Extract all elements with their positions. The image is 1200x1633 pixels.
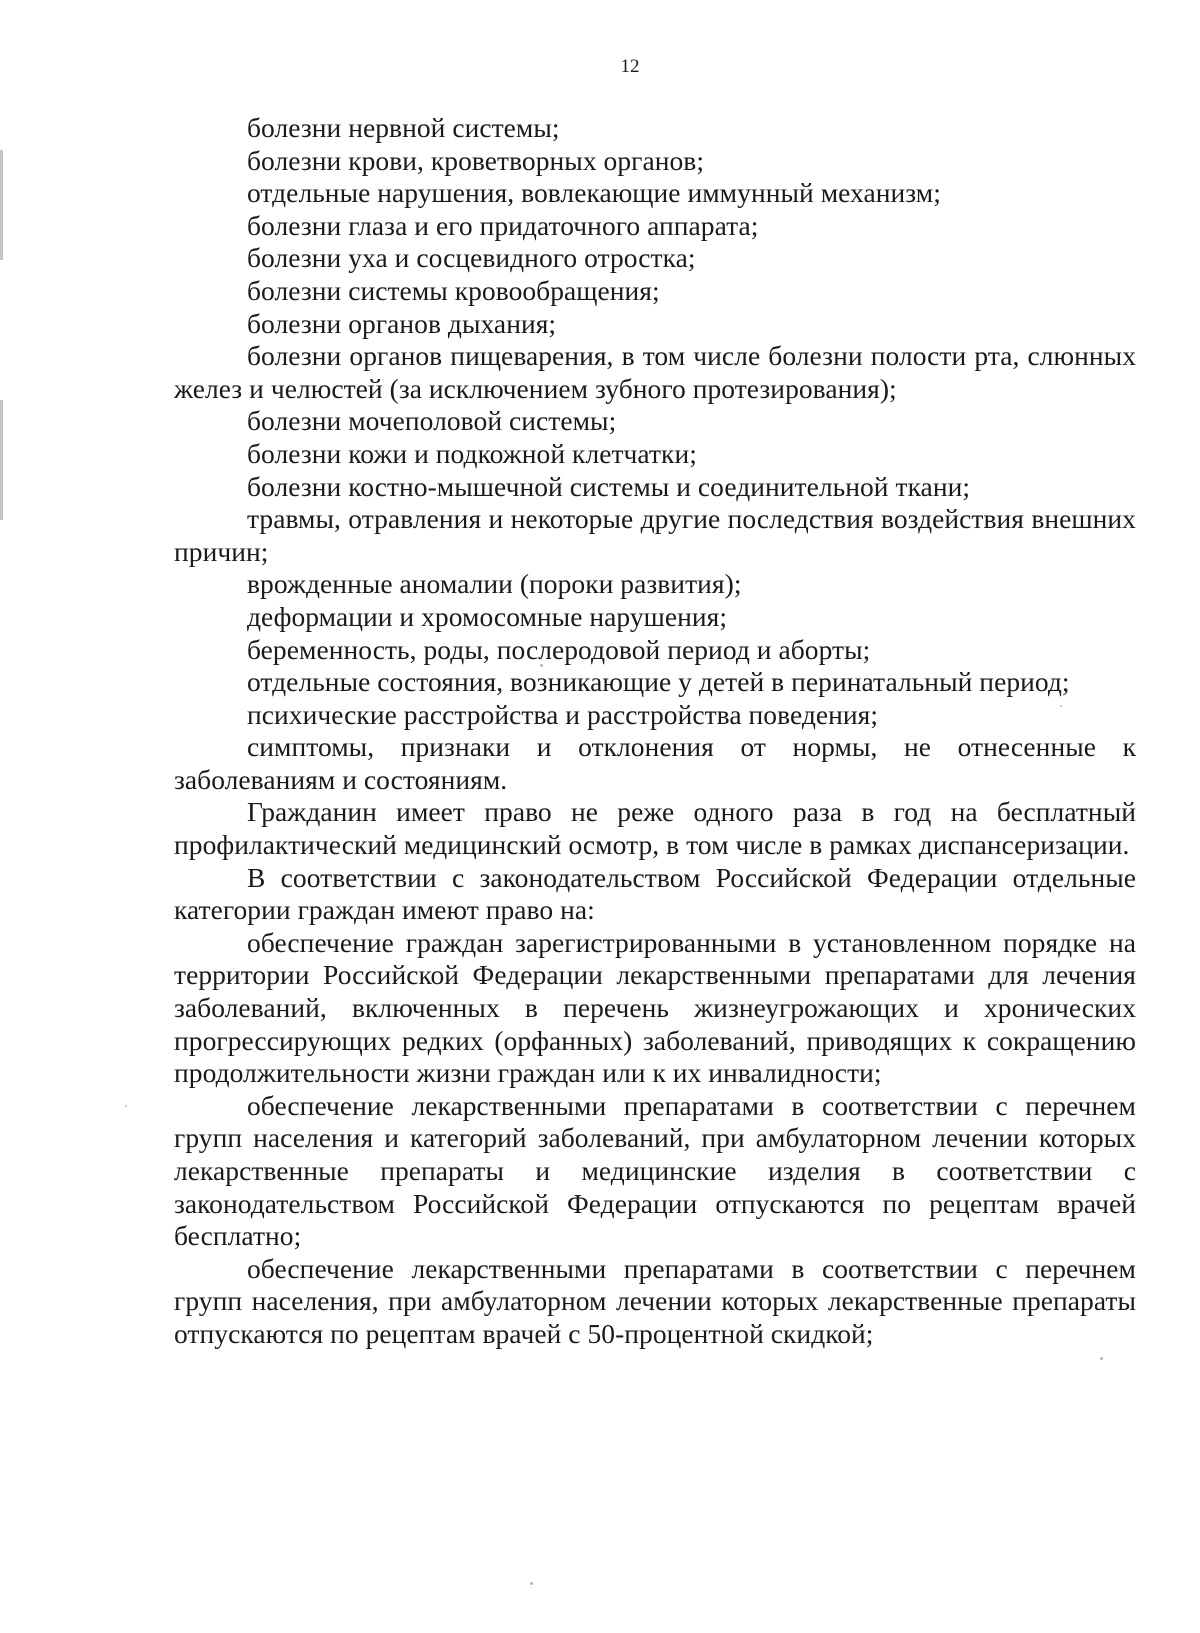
page-number: 12 [620, 56, 640, 77]
paragraph: травмы, отравления и некоторые другие последствия воздействия внешних причин; [174, 503, 1136, 567]
paragraph: болезни уха и сосцевидного отростка; [247, 242, 696, 274]
paragraph: Гражданин имеет право не реже одного раза в год на бесплатный профилактический медицинский осмотр, в том числе в рамках диспансеризации. [174, 796, 1136, 861]
paragraph: обеспечение лекарственными препаратами в соответствии с перечнем групп населения, при амбулаторном лечении которых лекарственные препараты отпускаются по рецептам врачей с 50-процентной скидкой; [174, 1252, 1136, 1349]
paragraph: беременность, роды, послеродовой период и аборты; [247, 633, 871, 665]
scan-speck [530, 1582, 533, 1585]
paragraph: обеспечение лекарственными препаратами в соответствии с перечнем групп населения и категорий заболеваний, при амбулаторном лечении которых лекарственные препараты и медицинские изделия в соответствии с законодательством Российской Федерации отпускаются по рецептам врачей бесплатно; [174, 1089, 1136, 1252]
scan-edge-mark [0, 400, 3, 520]
paragraph: болезни нервной системы; [247, 112, 560, 143]
paragraph: обеспечение граждан зарегистрированными в установленном порядке на территории Российской Федерации лекарственными препаратами для лечения заболеваний, включенных в перечень жизнеугрожающих и хронических прогрессирующих редких (орфанных) заболеваний, приводящих к сокращению продолжительности жизни граждан или к их инвалидности; [174, 926, 1136, 1089]
document-body [174, 112, 1136, 1351]
paragraph: деформации и хромосомные нарушения; [247, 600, 728, 632]
paragraph: болезни кожи и подкожной клетчатки; [247, 437, 697, 469]
paragraph: болезни мочеполовой системы; [247, 405, 617, 437]
paragraph: болезни органов дыхания; [247, 307, 557, 339]
paragraph: болезни костно-мышечной системы и соединительной ткани; [247, 470, 971, 502]
paragraph: болезни системы кровообращения; [247, 274, 660, 306]
paragraph: отдельные нарушения, вовлекающие иммунный механизм; [247, 177, 941, 209]
paragraph: психические расстройства и расстройства поведения; [247, 698, 879, 730]
paragraph: врожденные аномалии (пороки развития); [247, 568, 742, 600]
paragraph: В соответствии с законодательством Российской Федерации отдельные категории граждан имеют право на: [174, 861, 1136, 926]
paragraph: болезни глаза и его придаточного аппарата; [247, 209, 759, 241]
paragraph: отдельные состояния, возникающие у детей в перинатальный период; [247, 666, 1070, 698]
scan-speck [1100, 1357, 1103, 1360]
paragraph: симптомы, признаки и отклонения от нормы, не отнесенные к заболеваниям и состояниям. [174, 731, 1136, 795]
scan-edge-mark [0, 150, 3, 260]
paragraph: болезни органов пищеварения, в том числе болезни полости рта, слюнных желез и челюстей (за исключением зубного протезирования); [174, 340, 1136, 404]
paragraph: болезни крови, кроветворных органов; [247, 144, 705, 176]
scan-speck [125, 1105, 127, 1107]
